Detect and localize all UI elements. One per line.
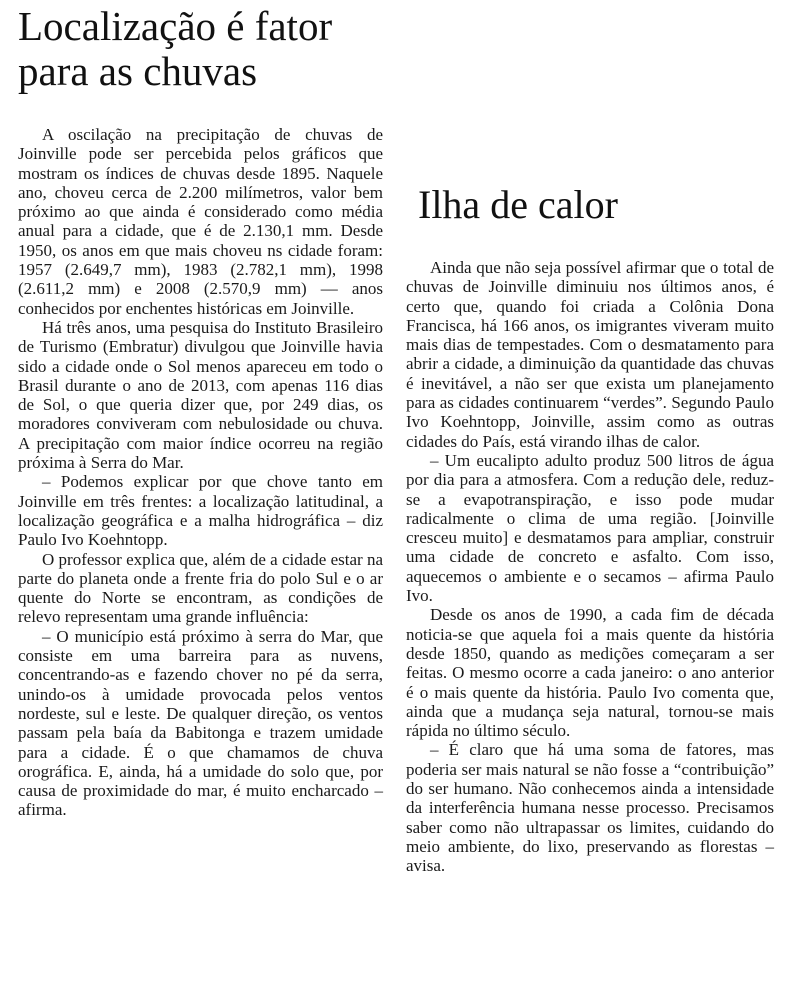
paragraph: – O município está próximo à serra do Mar, que consiste em uma barreira para as nuvens, concentrando-as e fazendo chover no pé da serra, unindo-os à umidade provocada pelos ventos nordeste, sul e leste. De qualquer direção, os ventos passam pela baía da Babitonga e trazem umidade para a cidade. É o que chamamos de chuva orográfica. E, ainda, há a umidade do solo que, por causa de proximidade do mar, é muito encharcado – afirma. — [18, 626, 383, 820]
paragraph: – Um eucalipto adulto produz 500 litros de água por dia para a atmosfera. Com a redução dele, reduz-se a evapotranspiração, e isso pode mudar radicalmente o clima de uma região. [Joinville cresceu muito] e desmatamos para ampliar, construir uma cidade de concreto e asfalto. Com isso, aquecemos o ambiente e o secamos – afirma Paulo Ivo. — [406, 450, 774, 606]
paragraph: O professor explica que, além de a cidade estar na parte do planeta onde a frente fria do polo Sul e o ar quente do Norte se encontram, as condições de relevo representam uma grande influência: — [18, 549, 383, 627]
paragraph: Há três anos, uma pesquisa do Instituto Brasileiro de Turismo (Embratur) divulgou que Joinville havia sido a cidade onde o Sol menos apareceu em todo o Brasil durante o ano de 2013, com apenas 116 dias de Sol, o que queria dizer que, por 249 dias, os moradores conviveram com nebulosidade ou chuva. A precipitação com maior índice ocorreu na região próxima à Serra do Mar. — [18, 317, 383, 473]
paragraph: A oscilação na precipitação de chuvas de Joinville pode ser percebida pelos gráficos que mostram os índices de chuvas desde 1895. Naquele ano, choveu cerca de 2.200 milímetros, valor bem próximo ao que ainda é considerado como média anual para a cidade, que é de 2.130,1 mm. Desde 1950, os anos em que mais choveu ns cidade foram: 1957 (2.649,7 mm), 1983 (2.782,1 mm), 1998 (2.611,2 mm) e 2008 (2.570,9 mm) — anos conhecidos por enchentes históricas em Joinville. — [18, 125, 383, 318]
paragraph: Ainda que não seja possível afirmar que o total de chuvas de Joinville diminuiu nos últimos anos, é certo que, quando foi criada a Colônia Dona Francisca, há 166 anos, os imigrantes viveram muito mais dias de tempestades. Com o desmatamento para abrir a cidade, a diminuição da quantidade das chuvas é inevitável, a não ser que exista um planejamento para as cidades continuarem “verdes”. Segundo Paulo Ivo Koehntopp, Joinville, assim como as outras cidades do País, está virando ilhas de calor. — [406, 258, 774, 451]
paragraph: – Podemos explicar por que chove tanto em Joinville em três frentes: a localização latitudinal, a localização geográfica e a malha hidrográfica – diz Paulo Ivo Koehntopp. — [18, 472, 383, 550]
paragraph: – É claro que há uma soma de fatores, mas poderia ser mais natural se não fosse a “contribuição” do ser humano. Não conhecemos ainda a intensidade da interferência humana nesse processo. Precisamos saber como não ultrapassar os limites, cuidando do meio ambiente, do lixo, preservando as florestas – avisa. — [406, 740, 774, 876]
left-column-body — [18, 125, 383, 820]
article-headline: Localização é fator para as chuvas — [18, 3, 333, 94]
paragraph: Desde os anos de 1990, a cada fim de década noticia-se que aquela foi a mais quente da história desde 1850, quando as medições começaram a ser feitas. O mesmo ocorre a cada janeiro: o ano anterior é o mais quente da história. Paulo Ivo comenta que, ainda que a mudança seja natural, tornou-se mais rápida no último século. — [406, 605, 774, 741]
right-column-body — [406, 258, 774, 876]
section-subhead: Ilha de calor — [418, 182, 618, 227]
